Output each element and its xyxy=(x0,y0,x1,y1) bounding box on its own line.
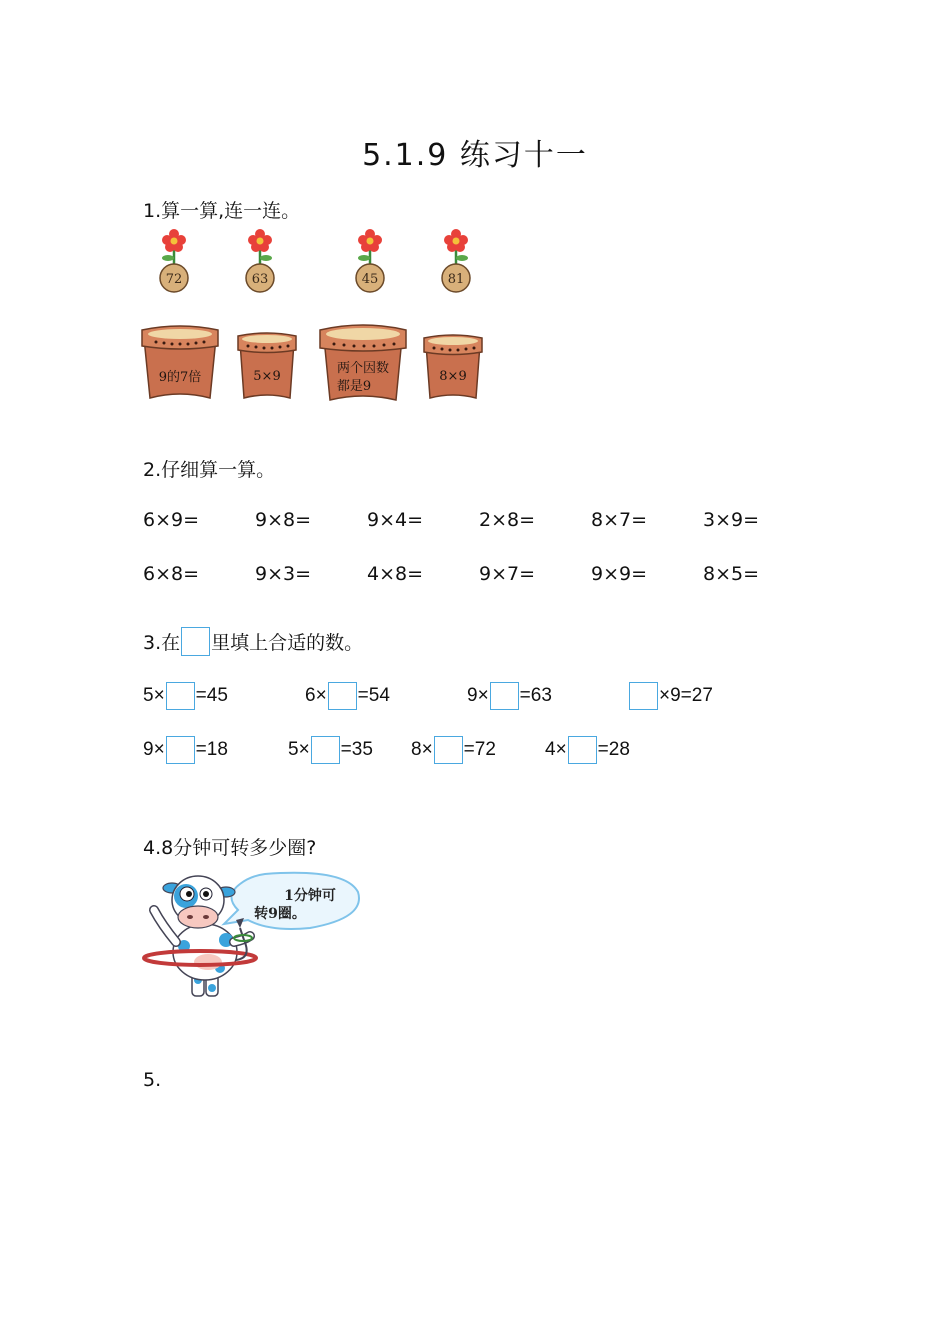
fill-item-8 xyxy=(545,736,630,764)
question-3-heading xyxy=(143,627,363,656)
pot-3 xyxy=(320,325,406,400)
flower-ball-3 xyxy=(356,229,384,292)
page-title: 5.1.9 练习十一 xyxy=(362,138,588,173)
answer-box[interactable] xyxy=(568,736,597,764)
calc-2-5: 9×9= xyxy=(591,563,648,585)
calc-2-6: 8×5= xyxy=(703,563,760,585)
answer-box[interactable] xyxy=(490,682,519,710)
pot-label-line-2: 都是9 xyxy=(336,379,372,394)
cow-illustration xyxy=(140,870,370,1005)
fill-post: =45 xyxy=(195,685,228,706)
question-1-heading: 1.算一算,连一连。 xyxy=(143,200,301,222)
pot-label-line-1: 两个因数 xyxy=(336,361,390,376)
fill-pre: 6× xyxy=(305,685,327,706)
calc-1-5: 8×7= xyxy=(591,509,648,531)
flower-ball-1 xyxy=(160,229,188,292)
fill-post: =35 xyxy=(340,739,373,760)
question-5-heading: 5. xyxy=(143,1069,162,1091)
flower-number: 63 xyxy=(251,272,269,287)
fill-pre: 4× xyxy=(545,739,567,760)
calc-2-4: 9×7= xyxy=(479,563,536,585)
fill-item-1 xyxy=(143,682,228,710)
fill-post: =18 xyxy=(195,739,228,760)
flower-number: 81 xyxy=(447,272,465,287)
bubble-line-1: 1分钟可 xyxy=(284,888,336,904)
pot-2 xyxy=(238,333,296,398)
flower-ball-2 xyxy=(246,229,274,292)
calc-1-6: 3×9= xyxy=(703,509,760,531)
cow-hula-hoop xyxy=(140,870,370,1005)
fill-item-7 xyxy=(411,736,496,764)
calc-1-3: 9×4= xyxy=(367,509,424,531)
q3-heading-post: 里填上合适的数。 xyxy=(211,632,364,654)
fill-item-3 xyxy=(467,682,552,710)
answer-box[interactable] xyxy=(328,682,357,710)
answer-box[interactable] xyxy=(166,682,195,710)
calc-1-2: 9×8= xyxy=(255,509,312,531)
q3-heading-pre: 3.在 xyxy=(143,632,181,654)
answer-box[interactable] xyxy=(434,736,463,764)
calc-2-3: 4×8= xyxy=(367,563,424,585)
fill-pre: 9× xyxy=(143,739,165,760)
fill-pre: 5× xyxy=(143,685,165,706)
question-4-heading: 4.8分钟可转多少圈? xyxy=(143,837,317,859)
fill-item-5 xyxy=(143,736,228,764)
question-2-heading: 2.仔细算一算。 xyxy=(143,459,276,481)
answer-box[interactable] xyxy=(166,736,195,764)
flower-balls xyxy=(150,228,490,298)
pot-4 xyxy=(424,335,482,398)
fill-post: =63 xyxy=(519,685,552,706)
pots-row xyxy=(140,320,490,404)
fill-post: =54 xyxy=(357,685,390,706)
flower-number: 72 xyxy=(165,272,183,287)
fill-pre: 9× xyxy=(467,685,489,706)
calc-2-1: 6×8= xyxy=(143,563,200,585)
answer-box[interactable] xyxy=(311,736,340,764)
calc-1-4: 2×8= xyxy=(479,509,536,531)
fill-item-6 xyxy=(288,736,373,764)
flowers-row xyxy=(150,228,490,298)
sample-box xyxy=(181,627,210,656)
pot-label: 8×9 xyxy=(439,369,467,384)
answer-box[interactable] xyxy=(629,682,658,710)
pot-label: 5×9 xyxy=(253,369,281,384)
calc-1-1: 6×9= xyxy=(143,509,200,531)
flower-ball-4 xyxy=(442,229,470,292)
flower-number: 45 xyxy=(361,272,379,287)
fill-pre: 5× xyxy=(288,739,310,760)
calc-2-2: 9×3= xyxy=(255,563,312,585)
pot-1 xyxy=(142,326,218,398)
fill-item-4 xyxy=(628,682,713,710)
fill-item-2 xyxy=(305,682,390,710)
pot-label: 9的7倍 xyxy=(158,370,202,385)
fill-post: =72 xyxy=(463,739,496,760)
fill-post: =28 xyxy=(597,739,630,760)
fill-post: ×9=27 xyxy=(659,685,713,706)
bubble-line-2: 转9圈。 xyxy=(254,906,306,922)
flower-pots xyxy=(140,320,490,404)
fill-pre: 8× xyxy=(411,739,433,760)
